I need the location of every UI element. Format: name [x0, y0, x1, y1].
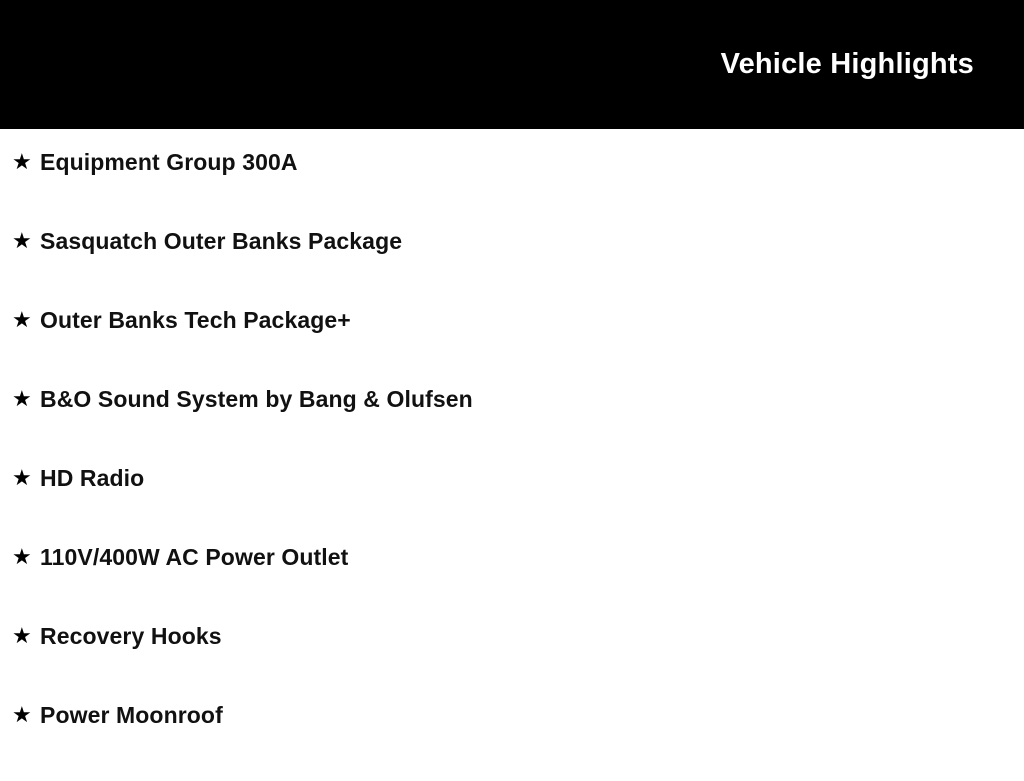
star-icon: ★: [12, 465, 32, 490]
highlight-label: HD Radio: [40, 465, 145, 491]
highlight-label: Equipment Group 300A: [40, 149, 298, 175]
highlight-label: 110V/400W AC Power Outlet: [40, 544, 349, 570]
star-icon: ★: [12, 702, 32, 727]
list-item: [0, 307, 1024, 386]
highlight-label: Outer Banks Tech Package+: [40, 307, 351, 333]
list-item: [0, 465, 1024, 544]
list-item: [0, 386, 1024, 465]
highlight-label: Power Moonroof: [40, 702, 223, 728]
page-header: [0, 0, 1024, 129]
list-item: [0, 544, 1024, 623]
star-icon: ★: [12, 307, 32, 332]
star-icon: ★: [12, 623, 32, 648]
star-icon: ★: [12, 544, 32, 569]
highlight-label: Recovery Hooks: [40, 623, 222, 649]
list-item: [0, 228, 1024, 307]
highlight-label: Sasquatch Outer Banks Package: [40, 228, 403, 254]
list-item: [0, 623, 1024, 702]
vehicle-highlights-list: [0, 129, 1024, 781]
page-title: Vehicle Highlights: [720, 47, 974, 80]
highlight-label: B&O Sound System by Bang & Olufsen: [40, 386, 473, 412]
list-item: [0, 149, 1024, 228]
star-icon: ★: [12, 149, 32, 174]
star-icon: ★: [12, 228, 32, 253]
list-item: [0, 702, 1024, 781]
star-icon: ★: [12, 386, 32, 411]
